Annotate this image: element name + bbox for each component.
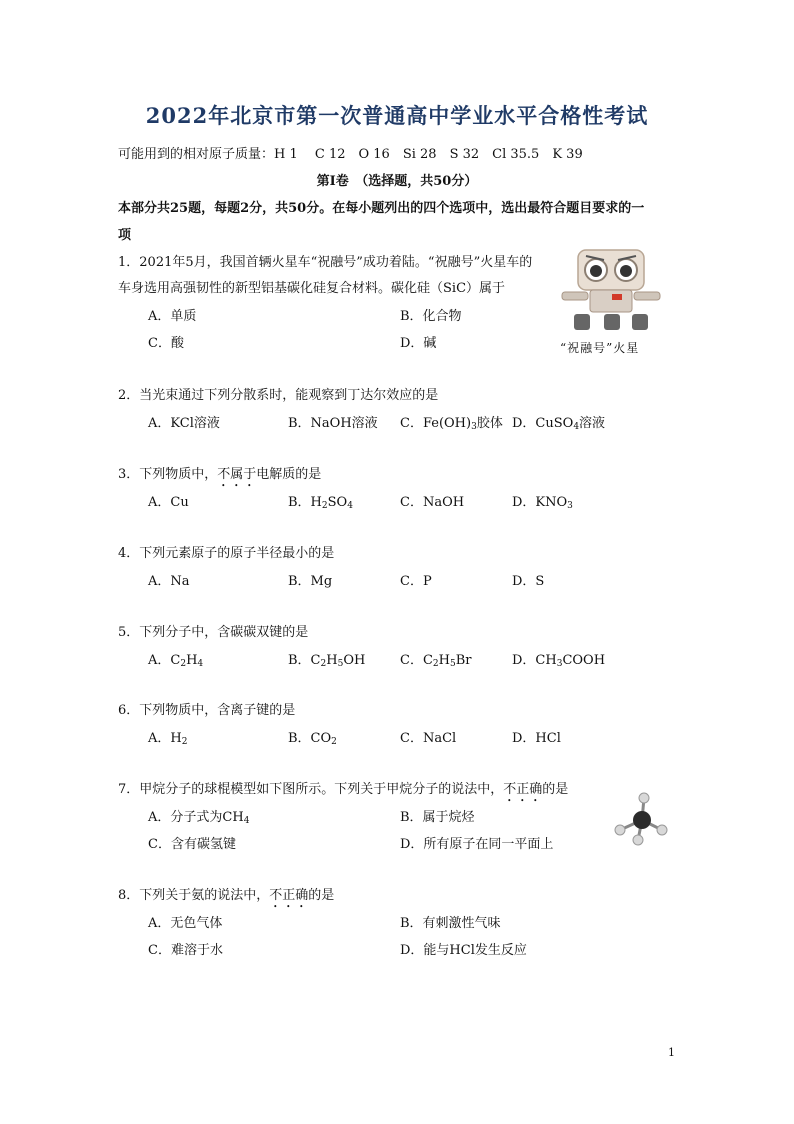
q5-option-d: D．$CH_3COOH$ xyxy=(512,653,606,669)
q4-option-b: B．Mg xyxy=(288,574,333,589)
q6-option-d: D．HCl xyxy=(512,731,561,746)
q1-option-b: B．化合物 xyxy=(400,309,462,324)
q6-option-b: B．$CO_2$ xyxy=(288,731,337,747)
q4-option-d: D．S xyxy=(512,574,545,589)
q5-option-b: B．$C_2H_5OH$ xyxy=(288,653,366,669)
q5-stem: 5．下列分子中，含碳碳双键的是 xyxy=(118,625,309,640)
atomic-mass-line: 可能用到的相对原子质量：H 1 C 12 O 16 Si 28 S 32 Cl 35.5 K 39 xyxy=(118,147,583,162)
q3-stem: 3．下列物质中，不属于电解质的是 xyxy=(118,467,322,482)
section-heading: 第Ⅰ卷 （选择题，共50分） xyxy=(316,174,478,189)
q4-option-a: A．Na xyxy=(148,574,190,589)
q1-stem-line-2: 车身选用高强韧性的新型铝基碳化硅复合材料。碳化硅（SiC）属于 xyxy=(118,281,506,296)
q7-option-c: C．含有碳氢键 xyxy=(148,837,236,852)
q8-option-d: D．能与HCl发生反应 xyxy=(400,943,527,958)
q3-option-b: B．$H_2SO_4$ xyxy=(288,495,353,511)
q6-option-c: C．NaCl xyxy=(400,731,457,746)
q2-option-d: D．CuSO$_4$溶液 xyxy=(512,416,606,432)
q7-option-a: A．分子式为$CH_4$ xyxy=(148,810,250,826)
q2-stem: 2．当光束通过下列分散系时，能观察到丁达尔效应的是 xyxy=(118,388,439,403)
methane-ball-stick-model xyxy=(612,790,672,846)
q8-option-a: A．无色气体 xyxy=(148,916,223,931)
q6-stem: 6．下列物质中，含离子键的是 xyxy=(118,703,296,718)
instructions-line-1: 本部分共25题，每题2分，共50分。在每小题列出的四个选项中，选出最符合题目要求的一 xyxy=(118,201,645,216)
q7-option-b: B．属于烷烃 xyxy=(400,810,475,825)
q2-option-c: C．$Fe(OH)_3$胶体 xyxy=(400,416,503,432)
q1-option-d: D．碱 xyxy=(400,336,437,351)
q1-option-c: C．酸 xyxy=(148,336,184,351)
q8-stem: 8．下列关于氨的说法中，不正确的是 xyxy=(118,888,335,903)
q7-emphasis: 不正确 xyxy=(503,782,543,797)
q5-option-c: C．$C_2H_5Br$ xyxy=(400,653,472,669)
page-number: 1 xyxy=(668,1046,675,1059)
exam-title: 2022年北京市第一次普通高中学业水平合格性考试 xyxy=(145,103,649,128)
q6-option-a: A．$H_2$ xyxy=(148,731,188,747)
q1-image-caption: “祝融号”火星 xyxy=(560,341,640,355)
q8-emphasis: 不正确 xyxy=(269,888,309,903)
q7-option-d: D．所有原子在同一平面上 xyxy=(400,837,554,852)
q4-option-c: C．P xyxy=(400,574,432,589)
q1-option-a: A．单质 xyxy=(148,309,197,324)
q3-option-c: C．NaOH xyxy=(400,495,465,510)
q3-option-a: A．Cu xyxy=(148,495,189,510)
q3-emphasis: 不属于 xyxy=(217,467,257,482)
q4-stem: 4．下列元素原子的原子半径最小的是 xyxy=(118,546,335,561)
instructions-line-2: 项 xyxy=(118,228,132,243)
q3-option-d: D．$KNO_3$ xyxy=(512,495,573,511)
q8-option-b: B．有刺激性气味 xyxy=(400,916,501,931)
q2-option-b: B．NaOH溶液 xyxy=(288,416,378,431)
mars-rover-illustration xyxy=(560,244,664,336)
q1-stem-line-1: 1．2021年5月，我国首辆火星车“祝融号”成功着陆。“祝融号”火星车的 xyxy=(118,255,533,270)
q7-stem: 7．甲烷分子的球棍模型如下图所示。下列关于甲烷分子的说法中，不正确的是 xyxy=(118,782,569,797)
q8-option-c: C．难溶于水 xyxy=(148,943,223,958)
q2-option-a: A．KCl溶液 xyxy=(148,416,220,431)
q5-option-a: A．$C_2H_4$ xyxy=(148,653,204,669)
